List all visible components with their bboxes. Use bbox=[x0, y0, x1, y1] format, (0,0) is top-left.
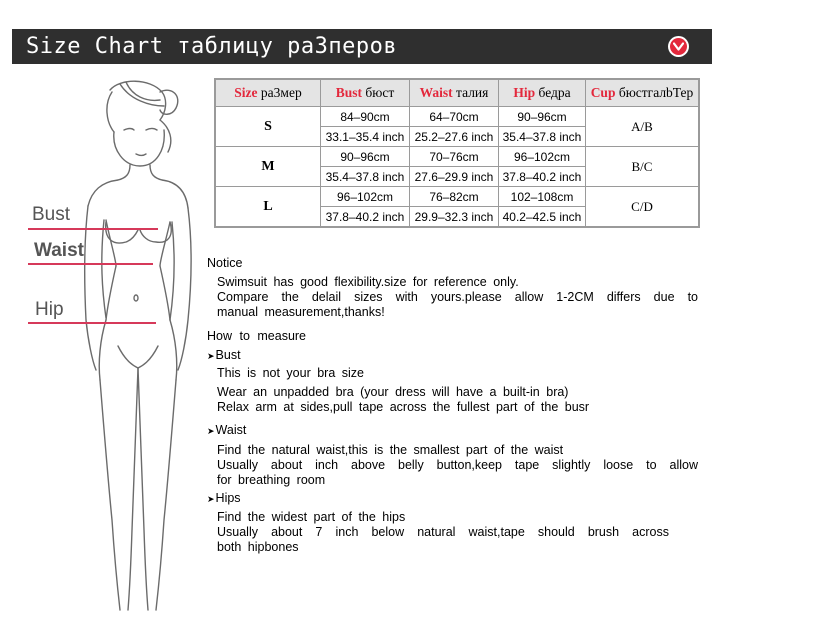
hips-section-title: ➤Hips bbox=[207, 491, 241, 505]
size-cell: M bbox=[215, 147, 321, 187]
bust-cm-cell: 84–90cm bbox=[321, 107, 410, 127]
table-row bbox=[215, 187, 699, 207]
waist-instruction: Find the natural waist,this is the smallest part of the waist bbox=[217, 443, 564, 457]
hips-instruction: Find the widest part of the hips bbox=[217, 510, 406, 524]
waist-section-title: ➤Waist bbox=[207, 423, 247, 437]
cup-cell: C/D bbox=[586, 187, 700, 228]
notice-title: Notice bbox=[207, 256, 243, 270]
cup-cell: B/C bbox=[586, 147, 700, 187]
how-to-measure-title: How to measure bbox=[207, 329, 307, 343]
bust-inch-cell: 37.8–40.2 inch bbox=[321, 207, 410, 228]
notice-line: Swimsuit has good flexibility.size for reference only. bbox=[217, 275, 519, 289]
hip-inch-cell: 40.2–42.5 inch bbox=[499, 207, 586, 228]
bullet-arrow-icon: ➤ bbox=[207, 351, 215, 361]
bust-inch-cell: 33.1–35.4 inch bbox=[321, 127, 410, 147]
col-header-cup: Cup бюстгалbТер bbox=[586, 79, 700, 107]
waist-line bbox=[28, 263, 153, 265]
waist-cm-cell: 76–82cm bbox=[410, 187, 499, 207]
col-header-waist: Waist талия bbox=[410, 79, 499, 107]
waist-label: Waist bbox=[34, 240, 84, 261]
col-header-size: Size ра3мер bbox=[215, 79, 321, 107]
bullet-arrow-icon: ➤ bbox=[207, 426, 215, 436]
table-header-row bbox=[215, 79, 699, 107]
bust-instruction: This is not your bra size bbox=[217, 366, 364, 380]
bust-instruction: Relax arm at sides,pull tape across the fullest part of the busr bbox=[217, 400, 590, 414]
chevron-down-icon[interactable] bbox=[668, 36, 689, 57]
table-row bbox=[215, 147, 699, 167]
bust-cm-cell: 90–96cm bbox=[321, 147, 410, 167]
hip-cm-cell: 90–96cm bbox=[499, 107, 586, 127]
bust-label: Bust bbox=[32, 204, 71, 225]
size-table bbox=[214, 78, 700, 228]
bust-instruction: Wear an unpadded bra (your dress will have a built-in bra) bbox=[217, 385, 569, 399]
body-outline-illustration bbox=[0, 70, 200, 621]
body-figure bbox=[0, 70, 200, 621]
size-cell: L bbox=[215, 187, 321, 228]
waist-inch-cell: 25.2–27.6 inch bbox=[410, 127, 499, 147]
hip-label: Hip bbox=[35, 299, 64, 320]
hip-line bbox=[28, 322, 156, 324]
table-row bbox=[215, 107, 699, 127]
hip-cm-cell: 96–102cm bbox=[499, 147, 586, 167]
waist-instruction: Usually about inch above belly button,keep tape slightly loose to allow bbox=[217, 458, 698, 472]
bust-line bbox=[28, 228, 158, 230]
cup-cell: A/B bbox=[586, 107, 700, 147]
hip-cm-cell: 102–108cm bbox=[499, 187, 586, 207]
waist-instruction: for breathing room bbox=[217, 473, 326, 487]
col-header-bust: Bust бюст bbox=[321, 79, 410, 107]
hip-inch-cell: 37.8–40.2 inch bbox=[499, 167, 586, 187]
bust-inch-cell: 35.4–37.8 inch bbox=[321, 167, 410, 187]
bust-section-title: ➤Bust bbox=[207, 348, 241, 362]
notice-line: manual measurement,thanks! bbox=[217, 305, 385, 319]
waist-inch-cell: 29.9–32.3 inch bbox=[410, 207, 499, 228]
size-cell: S bbox=[215, 107, 321, 147]
bullet-arrow-icon: ➤ bbox=[207, 494, 215, 504]
page-title: Size Chart таблицу ра3перов bbox=[26, 34, 398, 59]
header-bar bbox=[12, 29, 712, 64]
notice-line: Compare the delail sizes with yours.please allow 1-2CM differs due to bbox=[217, 290, 698, 304]
waist-cm-cell: 70–76cm bbox=[410, 147, 499, 167]
hips-instruction: Usually about 7 inch below natural waist,tape should brush across bbox=[217, 525, 669, 539]
waist-cm-cell: 64–70cm bbox=[410, 107, 499, 127]
hip-inch-cell: 35.4–37.8 inch bbox=[499, 127, 586, 147]
col-header-hip: Hip бедра bbox=[499, 79, 586, 107]
hips-instruction: both hipbones bbox=[217, 540, 299, 554]
bust-cm-cell: 96–102cm bbox=[321, 187, 410, 207]
waist-inch-cell: 27.6–29.9 inch bbox=[410, 167, 499, 187]
